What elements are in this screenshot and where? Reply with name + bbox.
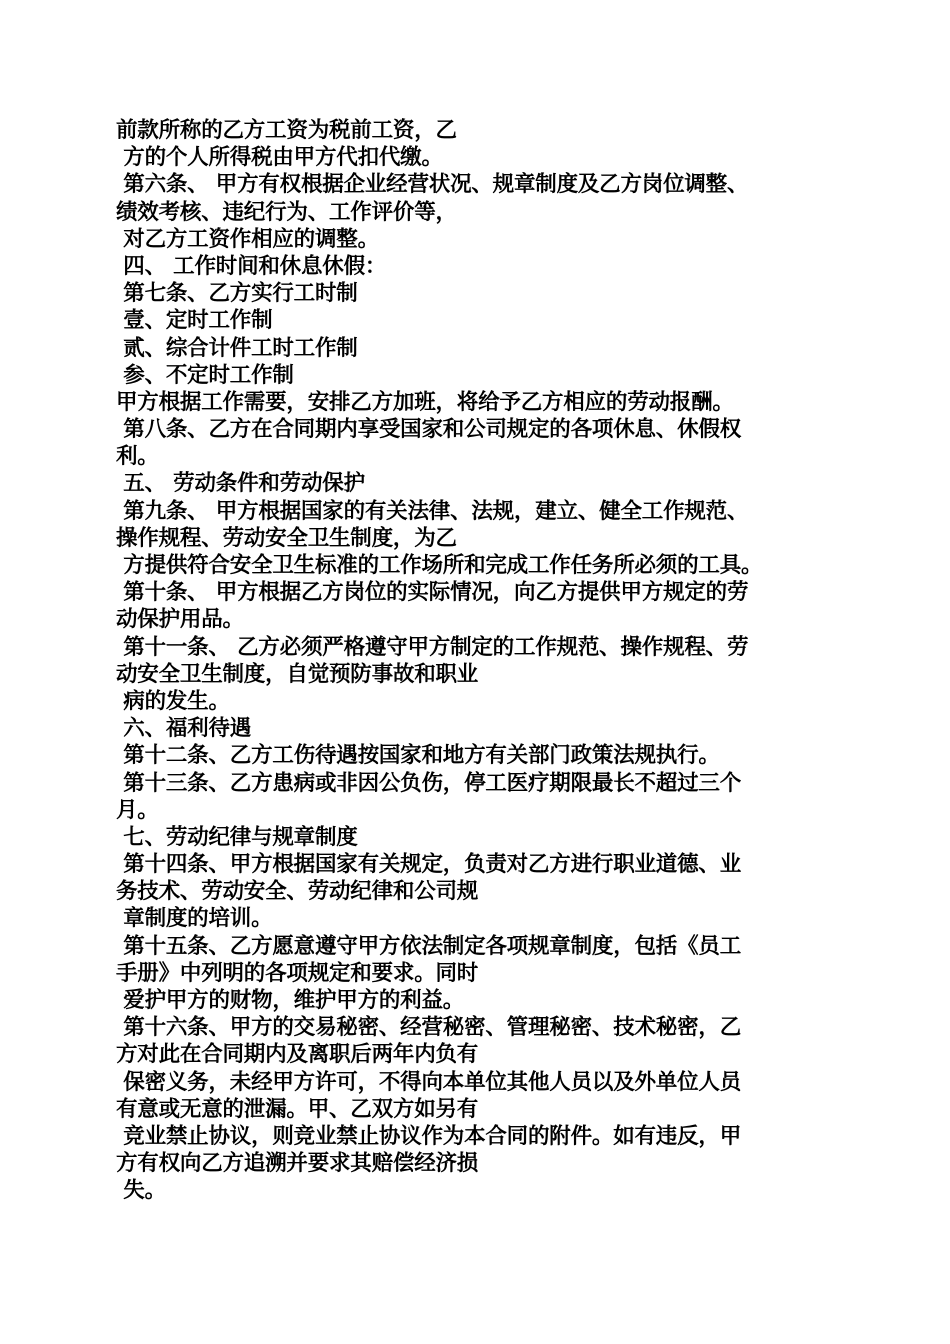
text-line-7: 第七条、乙方实行工时制 — [116, 281, 358, 307]
text-line-1: 前款所称的乙方工资为税前工资，乙 — [116, 118, 457, 143]
text-line-34: 第十六条、甲方的交易秘密、经营秘密、管理秘密、技术秘密，乙 — [116, 1015, 741, 1041]
text-line-21: 动安全卫生制度，自觉预防事故和职业 — [116, 661, 479, 687]
text-line-18: 第十条、 甲方根据乙方岗位的实际情况，向乙方提供甲方规定的劳 — [116, 580, 749, 606]
text-line-8: 壹、定时工作制 — [116, 308, 273, 334]
text-line-3: 第六条、 甲方有权根据企业经营状况、规章制度及乙方岗位调整、 — [116, 172, 749, 198]
text-line-30: 章制度的培训。 — [116, 906, 273, 932]
text-line-9: 贰、综合计件工时工作制 — [116, 335, 358, 361]
text-line-35: 方对此在合同期内及离职后两年内负有 — [116, 1042, 479, 1068]
text-line-25: 第十三条、乙方患病或非因公负伤，停工医疗期限最长不超过三个 — [116, 770, 741, 796]
text-line-38: 竞业禁止协议，则竞业禁止协议作为本合同的附件。如有违反，甲 — [116, 1123, 741, 1149]
text-line-12: 第八条、乙方在合同期内享受国家和公司规定的各项休息、休假权 — [116, 417, 741, 443]
text-line-15: 第九条、 甲方根据国家的有关法律、法规，建立、健全工作规范、 — [116, 498, 749, 524]
text-line-39: 方有权向乙方追溯并要求其赔偿经济损 — [116, 1151, 479, 1177]
text-line-33: 爱护甲方的财物，维护甲方的利益。 — [116, 988, 465, 1013]
text-line-24: 第十二条、乙方工伤待遇按国家和地方有关部门政策法规执行。 — [116, 743, 720, 769]
text-line-20: 第十一条、 乙方必须严格遵守甲方制定的工作规范、操作规程、劳 — [116, 634, 749, 660]
text-line-17: 方提供符合安全卫生标准的工作场所和完成工作任务所必须的工具。 — [116, 553, 763, 578]
text-line-22: 病的发生。 — [116, 688, 230, 714]
text-line-40: 失。 — [116, 1178, 166, 1204]
text-line-16: 操作规程、劳动安全卫生制度，为乙 — [116, 525, 457, 551]
section-heading-6: 六、福利待遇 — [116, 716, 252, 742]
section-heading-4: 四、 工作时间和休息休假： — [116, 253, 387, 279]
text-line-26: 月。 — [116, 797, 159, 823]
text-line-32: 手册》中列明的各项规定和要求。同时 — [116, 960, 479, 986]
section-heading-7: 七、劳动纪律与规章制度 — [116, 824, 358, 850]
text-line-2: 方的个人所得税由甲方代扣代缴。 — [116, 145, 443, 171]
text-line-28: 第十四条、甲方根据国家有关规定，负责对乙方进行职业道德、业 — [116, 852, 741, 878]
text-line-10: 参、不定时工作制 — [116, 362, 294, 388]
text-line-19: 动保护用品。 — [116, 607, 244, 633]
text-line-36: 保密义务，未经甲方许可，不得向本单位其他人员以及外单位人员 — [116, 1069, 741, 1095]
document-body — [116, 117, 826, 1205]
text-line-11: 甲方根据工作需要，安排乙方加班，将给予乙方相应的劳动报酬。 — [116, 389, 734, 415]
text-line-29: 务技术、劳动安全、劳动纪律和公司规 — [116, 879, 479, 905]
text-line-13: 利。 — [116, 444, 159, 470]
section-heading-5: 五、 劳动条件和劳动保护 — [116, 471, 365, 497]
text-line-4: 绩效考核、违纪行为、工作评价等， — [116, 199, 457, 225]
text-line-31: 第十五条、乙方愿意遵守甲方依法制定各项规章制度，包括《员工 — [116, 933, 741, 959]
text-line-37: 有意或无意的泄漏。甲、乙双方如另有 — [116, 1096, 479, 1122]
text-line-5: 对乙方工资作相应的调整。 — [116, 226, 379, 252]
